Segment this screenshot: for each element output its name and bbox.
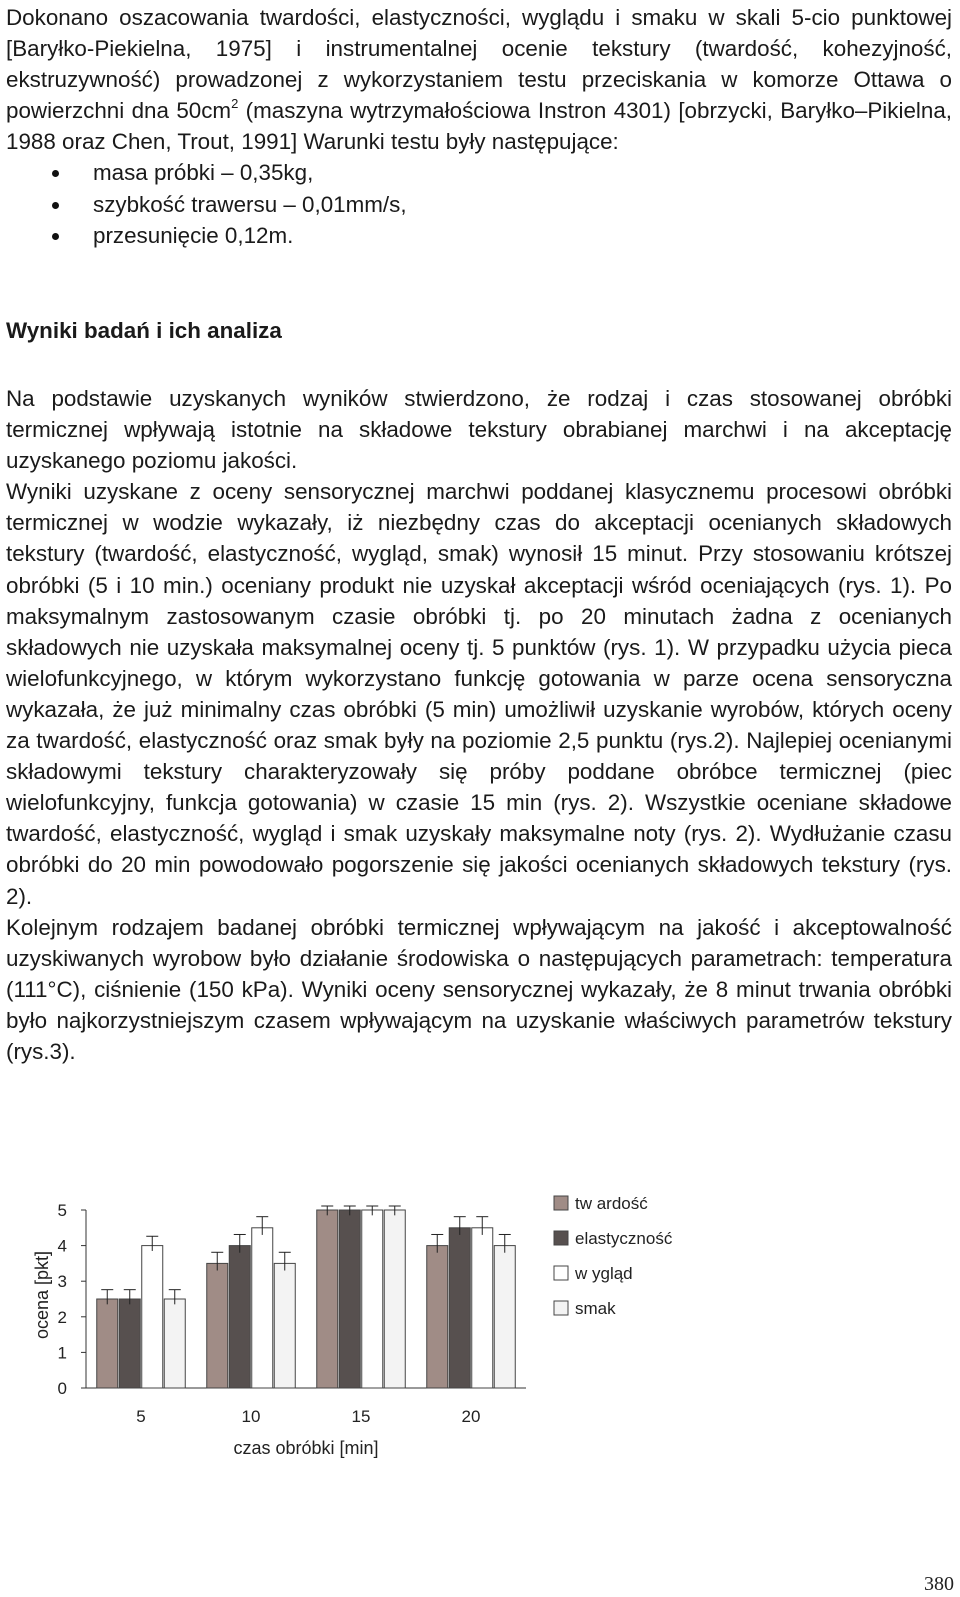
bullet-icon (52, 202, 59, 209)
bullet-icon (52, 233, 59, 240)
y-tick-label: 0 (57, 1379, 67, 1398)
legend-swatch (554, 1231, 568, 1245)
bar (494, 1246, 515, 1388)
bar (427, 1246, 448, 1388)
x-axis-label: czas obróbki [min] (233, 1438, 379, 1458)
legend-label: smak (575, 1299, 616, 1318)
bar (229, 1246, 250, 1388)
y-tick-label: 3 (57, 1272, 67, 1292)
bar (362, 1210, 383, 1388)
superscript: 2 (231, 95, 239, 111)
bar (119, 1299, 140, 1388)
bar (252, 1228, 273, 1388)
results-section (6, 383, 952, 1067)
y-tick-label: 2 (57, 1307, 67, 1327)
intro-text: Dokonano oszacowania twardości, elastyczności, wyglądu i smaku w skali 5-cio punktowej [Baryłko-Piekielna, 1975] i instrumentalnej ocenie tekstury (twardość, kohezyjność, ekstruzywność) prowadzonej z wykorzystaniem testu przeciskania w komorze Ottawa o powierzchni dna 50cm (6, 5, 952, 124)
x-tick-label: 20 (461, 1407, 481, 1426)
legend-label: elastyczność (575, 1229, 673, 1248)
y-axis-label: ocena [pkt] (32, 1250, 52, 1340)
intro-text-continued: (maszyna wytrzymałościowa Instron 4301) [obrzycki, Baryłko–Pikielna, 1988 oraz Chen, Trout, 1991] Warunki testu były następujące: (6, 98, 952, 155)
bar (339, 1210, 360, 1388)
section-heading: Wyniki badań i ich analiza (6, 318, 282, 343)
y-tick-label: 4 (57, 1236, 67, 1256)
results-paragraph-1: Na podstawie uzyskanych wyników stwierdzono, że rodzaj i czas stosowanej obróbki termicznej wpływają istotnie na składowe tekstury obrabianej marchwi i na akceptację uzyskanego poziomu jakości. (6, 386, 952, 474)
list-item-text: szybkość trawersu – 0,01mm/s, (93, 191, 407, 217)
bar (207, 1263, 228, 1388)
legend-label: w ygląd (575, 1264, 633, 1283)
document-page (6, 0, 952, 1458)
bar (274, 1263, 295, 1388)
test-conditions-list (6, 157, 952, 250)
page-number: 380 (924, 1573, 954, 1595)
x-tick-label: 15 (351, 1407, 371, 1426)
bar (449, 1228, 470, 1388)
x-tick-label: 5 (136, 1407, 146, 1426)
bullet-icon (52, 170, 59, 177)
bar (164, 1299, 185, 1388)
bar (384, 1210, 405, 1388)
legend-swatch (554, 1196, 568, 1210)
list-item-text: przesunięcie 0,12m. (93, 222, 294, 248)
bar (97, 1299, 118, 1388)
chart-svg (6, 1190, 952, 1490)
bar (317, 1210, 338, 1388)
x-tick-label: 10 (241, 1407, 261, 1426)
y-tick-label: 5 (57, 1201, 67, 1220)
legend-swatch (554, 1301, 568, 1315)
list-item (6, 220, 952, 251)
legend-swatch (554, 1266, 568, 1280)
list-item-text: masa próbki – 0,35kg, (93, 160, 314, 186)
bar (142, 1246, 163, 1388)
bar (472, 1228, 493, 1388)
results-paragraph-3: Kolejnym rodzajem badanej obróbki termicznej wpływającym na jakość i akceptowalność uzyskiwanych wyrobow było działanie środowiska o następujących parametrach: temperatura (111°C), ciśnienie (150 kPa). Wyniki oceny sensorycznej wykazały, że 8 minut trwania obróbki było najkorzystniejszym czasem wpływającym na uzyskanie właściwych parametrów tekstury (rys.3). (6, 914, 952, 1064)
bar-chart (6, 1190, 952, 1490)
list-item (6, 189, 952, 220)
results-paragraph-2: Wyniki uzyskane z oceny sensorycznej marchwi poddanej klasycznemu procesowi obróbki termicznej w wodzie wykazały, iż niezbędny czas do akceptacji ocenianych składowych tekstury (twardość, elastyczność, wygląd, smak) wynosił 15 minut. Przy stosowaniu krótszej obróbki (5 i 10 min.) oceniany produkt nie uzyskał akceptacji wśród oceniających (rys. 1). Po maksymalnym zastosowanym czasie obróbki tj. po 20 minutach żadna z ocenianych składowych nie uzyskała maksymalnej oceny tj. 5 punktów (rys. 1). W przypadku użycia pieca wielofunkcyjnego, w którym wykorzystano funkcję gotowania w parze ocena sensoryczna wykazała, że już minimalny czas obróbki (5 min) umożliwił uzyskanie wyrobów, których oceny za twardość, elastyczność oraz smak były na poziomie 2,5 punktu (rys.2). Najlepiej ocenianymi składowymi tekstury charakteryzowały się próby poddane obróbce termicznej (piec wielofunkcyjny, funkcja gotowania) w czasie 15 min (rys. 2). Wszystkie oceniane składowe twardość, elastyczność, wygląd i smak uzyskały maksymalne noty (rys. 2). Wydłużanie czasu obróbki do 20 min powodowało pogorszenie się jakości ocenianych składowych tekstury (rys. 2). (6, 479, 952, 909)
legend-label: tw ardość (575, 1194, 648, 1213)
list-item (6, 157, 952, 188)
intro-paragraph (6, 2, 952, 157)
y-tick-label: 1 (57, 1343, 67, 1363)
